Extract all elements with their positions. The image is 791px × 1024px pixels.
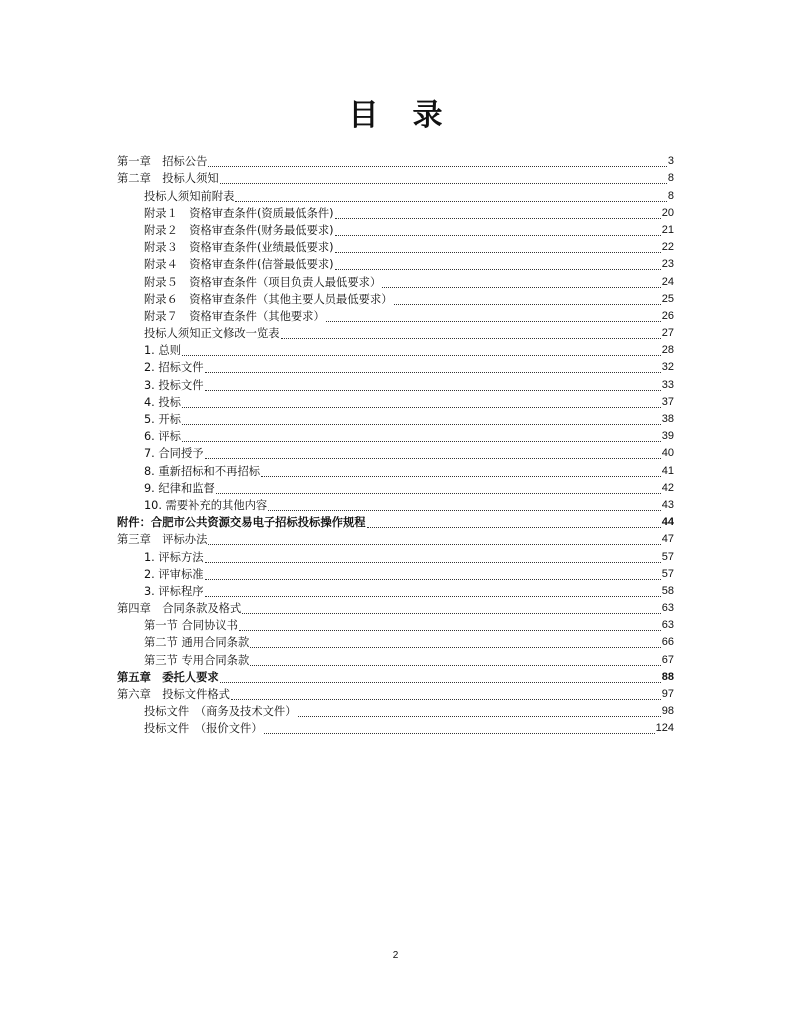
toc-entry[interactable] <box>117 393 674 410</box>
toc-entry-label: 第三节 专用合同条款 <box>144 653 250 667</box>
toc-entry[interactable] <box>117 169 674 186</box>
toc-entry[interactable] <box>117 496 674 513</box>
toc-entry-label: 5. 开标 <box>144 413 181 426</box>
toc-entry[interactable] <box>117 272 674 289</box>
toc-entry-page: 57 <box>661 567 674 580</box>
toc-entry[interactable] <box>117 221 674 238</box>
toc-leader-dots <box>367 515 661 528</box>
toc-entry[interactable] <box>117 582 674 599</box>
toc-entry-page: 42 <box>661 481 674 494</box>
toc-entry-label: 3. 投标文件 <box>144 378 204 392</box>
toc-entry-label: 4. 投标 <box>144 395 181 409</box>
toc-entry[interactable] <box>117 375 674 392</box>
toc-entry-label: 附录７ 资格审查条件（其他要求） <box>144 309 325 323</box>
toc-leader-dots <box>182 412 661 425</box>
toc-leader-dots <box>335 240 661 253</box>
toc-leader-dots <box>268 498 661 511</box>
toc-leader-dots <box>261 464 661 477</box>
toc-entry-label: 附录３ 资格审查条件(业绩最低要求) <box>144 241 334 255</box>
toc-entry-page: 27 <box>661 327 674 340</box>
toc-entry-page: 8 <box>667 172 674 185</box>
toc-entry[interactable] <box>117 410 674 427</box>
toc-entry-label: 附录１ 资格审查条件(资质最低条件) <box>144 206 334 220</box>
page-title: 目录 <box>348 98 477 133</box>
toc-leader-dots <box>264 721 655 734</box>
toc-leader-dots <box>205 378 661 391</box>
toc-entry-label: 附录２ 资格审查条件(财务最低要求) <box>144 223 334 237</box>
toc-entry-label: 10. 需要补充的其他内容 <box>144 498 268 512</box>
toc-entry-page: 41 <box>661 464 674 477</box>
toc-entry-page: 67 <box>661 653 674 666</box>
toc-leader-dots <box>239 618 661 631</box>
toc-entry-label: 第三章 评标办法 <box>117 533 208 547</box>
toc-leader-dots <box>231 687 661 700</box>
toc-leader-dots <box>182 343 661 356</box>
toc-leader-dots <box>205 584 661 597</box>
toc-entry[interactable] <box>117 719 674 736</box>
toc-entry-page: 57 <box>661 550 674 563</box>
toc-entry[interactable] <box>117 479 674 496</box>
table-of-contents <box>117 152 674 736</box>
toc-leader-dots <box>205 567 661 580</box>
toc-entry-label: 2. 评审标准 <box>144 567 204 581</box>
toc-entry-page: 97 <box>661 688 674 700</box>
toc-leader-dots <box>326 309 661 322</box>
toc-entry-label: 2. 招标文件 <box>144 361 204 375</box>
toc-entry-page: 98 <box>661 705 674 718</box>
toc-entry-page: 43 <box>661 498 674 511</box>
toc-leader-dots <box>205 360 661 373</box>
toc-entry[interactable] <box>117 255 674 272</box>
page-number: 2 <box>392 950 399 961</box>
toc-entry-label: 第五章 委托人要求 <box>117 670 219 684</box>
toc-leader-dots <box>208 154 666 167</box>
toc-leader-dots <box>205 446 661 459</box>
toc-entry-page: 33 <box>661 378 674 391</box>
toc-leader-dots <box>242 601 660 614</box>
toc-entry-label: 6. 评标 <box>144 430 181 444</box>
toc-entry-page: 37 <box>661 395 674 408</box>
toc-entry-page: 39 <box>661 430 674 443</box>
toc-entry-label: 附录５ 资格审查条件（项目负责人最低要求） <box>144 275 382 289</box>
toc-entry-label: 8. 重新招标和不再招标 <box>144 464 261 478</box>
toc-entry-label: 1. 评标方法 <box>144 550 204 564</box>
toc-entry[interactable] <box>117 324 674 341</box>
toc-entry[interactable] <box>117 427 674 444</box>
toc-leader-dots <box>250 635 660 648</box>
toc-entry-label: 附录４ 资格审查条件(信誉最低要求) <box>144 258 334 272</box>
toc-entry[interactable] <box>117 565 674 582</box>
toc-entry-page: 63 <box>661 602 674 615</box>
toc-entry-page: 3 <box>667 155 674 168</box>
toc-leader-dots <box>220 171 667 184</box>
toc-entry-page: 25 <box>661 292 674 305</box>
toc-entry[interactable] <box>117 650 674 667</box>
toc-entry[interactable] <box>117 547 674 564</box>
toc-entry[interactable] <box>117 444 674 461</box>
toc-entry-label: 第一章 招标公告 <box>117 155 208 169</box>
toc-entry[interactable] <box>117 685 674 702</box>
toc-leader-dots <box>250 653 660 666</box>
toc-leader-dots <box>335 257 661 270</box>
toc-entry-page: 88 <box>661 670 674 683</box>
toc-entry-label: 第二章 投标人须知 <box>117 172 219 186</box>
toc-entry-page: 124 <box>655 722 674 735</box>
toc-entry[interactable] <box>117 358 674 375</box>
toc-entry-page: 21 <box>661 223 674 236</box>
toc-entry-page: 24 <box>661 275 674 288</box>
toc-entry-page: 26 <box>661 309 674 322</box>
toc-entry[interactable] <box>117 513 674 530</box>
toc-entry-page: 22 <box>661 241 674 254</box>
toc-entry-page: 23 <box>661 258 674 271</box>
toc-leader-dots <box>182 395 661 408</box>
toc-entry[interactable] <box>117 290 674 307</box>
toc-entry[interactable] <box>117 461 674 478</box>
toc-entry-page: 66 <box>661 636 674 649</box>
toc-leader-dots <box>216 481 661 494</box>
toc-entry-label: 投标人须知正文修改一览表 <box>144 327 280 341</box>
toc-entry[interactable] <box>117 599 674 616</box>
toc-entry[interactable] <box>117 152 674 169</box>
toc-leader-dots <box>281 326 661 339</box>
toc-entry-page: 47 <box>661 533 674 546</box>
toc-entry-label: 附件：合肥市公共资源交易电子招标投标操作规程 <box>117 516 366 530</box>
toc-entry[interactable] <box>117 633 674 650</box>
toc-entry-label: 3. 评标程序 <box>144 584 204 598</box>
toc-entry-page: 38 <box>661 413 674 425</box>
toc-entry-page: 20 <box>661 206 674 219</box>
toc-entry[interactable] <box>117 616 674 633</box>
toc-entry-page: 8 <box>667 189 674 202</box>
toc-entry[interactable] <box>117 702 674 719</box>
toc-entry-label: 附录６ 资格审查条件（其他主要人员最低要求） <box>144 292 393 306</box>
toc-leader-dots <box>394 292 661 305</box>
toc-entry-label: 1. 总则 <box>144 344 181 358</box>
toc-entry-page: 58 <box>661 584 674 597</box>
toc-entry-page: 63 <box>661 619 674 632</box>
toc-entry[interactable] <box>117 530 674 547</box>
toc-entry-label: 第一节 合同协议书 <box>144 619 238 633</box>
toc-entry-page: 28 <box>661 344 674 357</box>
toc-entry-page: 32 <box>661 361 674 374</box>
toc-entry-label: 投标人须知前附表 <box>144 189 235 203</box>
toc-leader-dots <box>220 670 661 683</box>
toc-entry-label: 第六章 投标文件格式 <box>117 688 230 701</box>
toc-entry-page: 40 <box>661 447 674 460</box>
toc-entry-label: 9. 纪律和监督 <box>144 481 215 495</box>
toc-entry[interactable] <box>117 341 674 358</box>
toc-entry-page: 44 <box>661 516 674 529</box>
toc-leader-dots <box>205 550 661 563</box>
toc-leader-dots <box>335 223 661 236</box>
toc-entry[interactable] <box>117 186 674 203</box>
toc-entry[interactable] <box>117 238 674 255</box>
toc-entry-label: 投标文件 （商务及技术文件） <box>144 705 297 719</box>
toc-leader-dots <box>235 189 666 202</box>
toc-leader-dots <box>182 429 661 442</box>
toc-leader-dots <box>335 206 661 219</box>
toc-entry[interactable] <box>117 204 674 221</box>
toc-leader-dots <box>208 532 660 545</box>
toc-entry-label: 第二节 通用合同条款 <box>144 636 250 650</box>
toc-entry[interactable] <box>117 307 674 324</box>
toc-leader-dots <box>382 275 661 288</box>
toc-entry[interactable] <box>117 668 674 685</box>
toc-entry-label: 投标文件 （报价文件） <box>144 722 263 736</box>
toc-leader-dots <box>298 704 661 717</box>
toc-entry-label: 第四章 合同条款及格式 <box>117 602 242 616</box>
toc-entry-label: 7. 合同授予 <box>144 447 204 461</box>
